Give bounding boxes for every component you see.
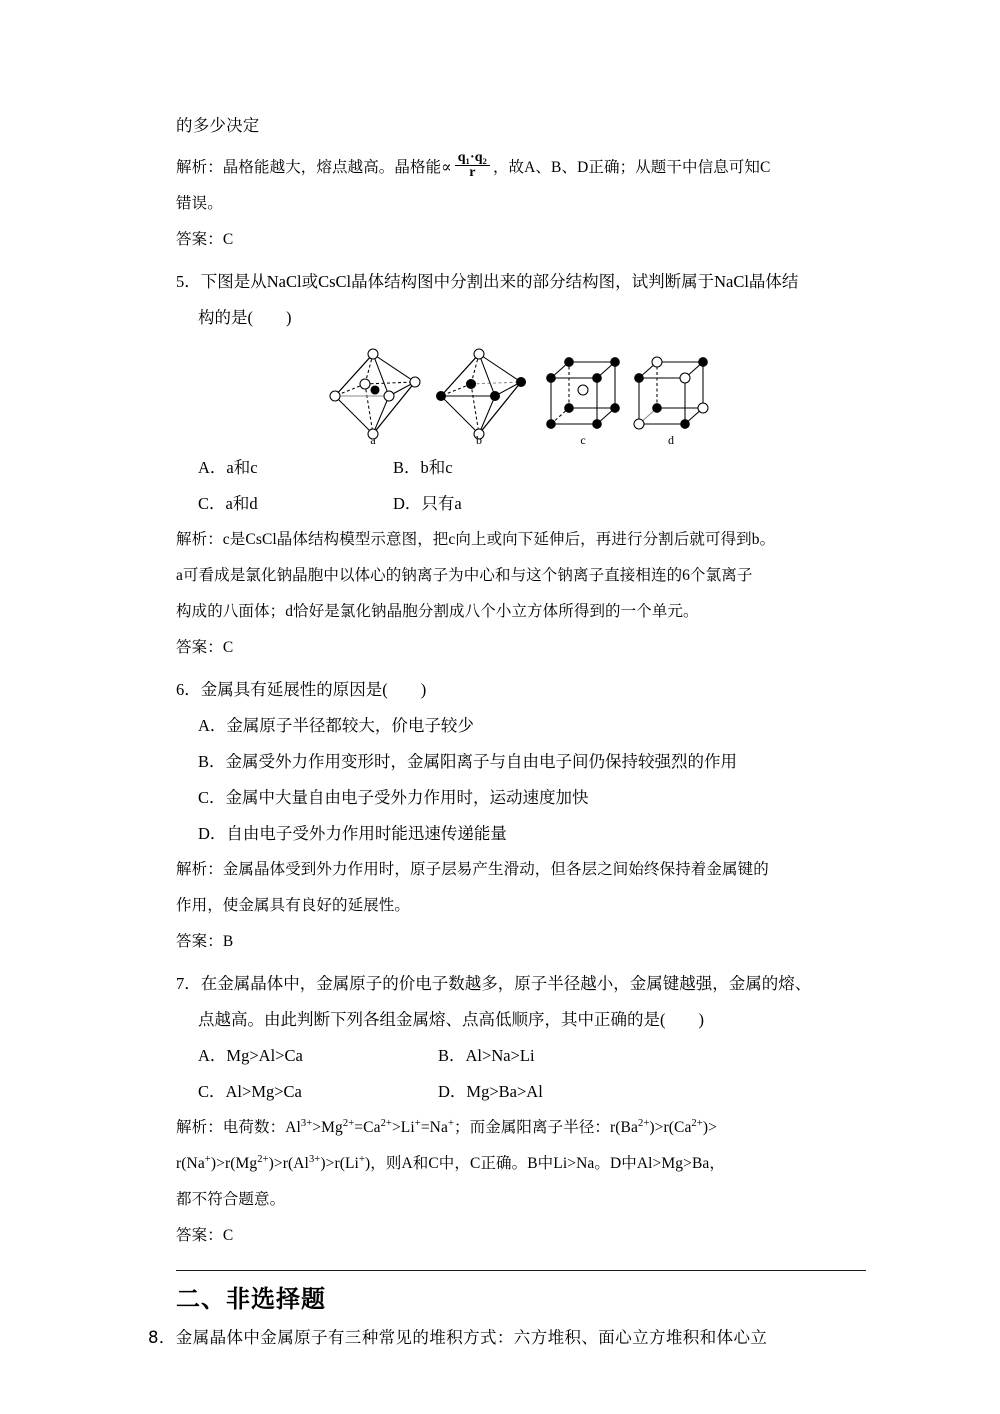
q5-option-a [198, 450, 393, 486]
q7-option-d-label: D． [438, 1082, 467, 1101]
q7-answer [176, 1218, 866, 1254]
q6-option-d-text: 自由电子受外力作用时能迅速传递能量 [226, 824, 507, 843]
q5-answer-label: 答案： [176, 639, 223, 656]
q7-option-a [198, 1038, 438, 1074]
section2-heading: 二、非选择题 [176, 1285, 326, 1313]
q6-answer-value: B [222, 933, 234, 950]
q7-option-row-2 [176, 1074, 866, 1110]
lattice-energy-fraction [455, 151, 490, 181]
section-divider [176, 1270, 866, 1271]
figure-caption-d: d [668, 433, 674, 447]
q5-option-row-1 [176, 450, 866, 486]
q6-solution-line1: 解析：金属晶体受到外力作用时，原子层易产生滑动，但各层之间始终保持着金属键的 [176, 861, 769, 878]
q4-solution-prefix: 解析：晶格能越大，熔点越高。晶格能∝ [176, 159, 452, 176]
q5-option-a-text: a和c [226, 458, 258, 477]
q6-stem: 6．金属具有延展性的原因是( ) [176, 680, 427, 699]
q5-option-d [393, 486, 866, 522]
q5-option-a-label: A． [198, 458, 227, 477]
q6-option-c-label: C． [198, 788, 226, 807]
q6-option-a-label: A． [198, 716, 227, 735]
q7-option-d-text: Mg>Ba>Al [466, 1082, 543, 1101]
q6-option-b-text: 金属受外力作用变形时，金属阳离子与自由电子间仍保持较强烈的作用 [225, 752, 738, 771]
q5-stem-line2: 构的是( ) [198, 308, 292, 327]
diagram-d [634, 357, 708, 429]
q6-option-b [176, 744, 866, 780]
q7-option-c [198, 1074, 438, 1110]
q7-option-c-text: Al>Mg>Ca [225, 1082, 302, 1101]
q5-option-d-text: 只有a [421, 494, 462, 513]
q6-option-d-label: D． [198, 824, 227, 843]
q5-solution-line1: 解析：c是CsCl晶体结构模型示意图，把c向上或向下延伸后，再进行分割后就可得到b。 [176, 531, 776, 548]
q5-option-c-text: a和d [225, 494, 258, 513]
q4-answer [176, 222, 866, 258]
q5-option-b-text: b和c [420, 458, 453, 477]
q6-answer [176, 924, 866, 960]
q7-solution-line3: 都不符合题意。 [176, 1191, 286, 1208]
q5-solution-line3: 构成的八面体；d恰好是氯化钠晶胞分割成八个小立方体所得到的一个单元。 [176, 603, 699, 620]
crystal-figure-svg [321, 344, 721, 448]
carryover-text: 的多少决定 [176, 116, 260, 135]
figure-caption-b: b [476, 433, 482, 447]
q5-option-d-label: D． [393, 494, 422, 513]
q7-option-a-label: A． [198, 1046, 227, 1065]
q6-answer-label: 答案： [176, 933, 223, 950]
fraction-denominator: r [469, 165, 476, 181]
q7-option-b [438, 1038, 866, 1074]
q6-option-d [176, 816, 866, 852]
diagram-c [547, 358, 620, 429]
q7-option-c-label: C． [198, 1082, 226, 1101]
figure-caption-a: a [370, 433, 376, 447]
q5-stem-line1: 5．下图是从NaCl或CsCl晶体结构图中分割出来的部分结构图，试判断属于NaCl晶体结 [176, 272, 799, 291]
q4-solution-line2: 错误。 [176, 195, 223, 212]
q4-solution-suffix: ，故A、B、D正确；从题干中信息可知C [492, 159, 771, 176]
q8-stem: 8．金属晶体中金属原子有三种常见的堆积方式：六方堆积、面心立方堆积和体心立 [148, 1328, 768, 1347]
q7-solution-line2: $r(Na^+)>r(Mg^{2+})>r(Al^{3+})>r(Li^+)$，则A和C中，C正确。B中Li>Na。D中Al>Mg>Ba， [176, 1153, 725, 1172]
crystal-structure-figure [176, 344, 866, 448]
figure-caption-c: c [580, 433, 586, 447]
q6-option-c-text: 金属中大量自由电子受外力作用时，运动速度加快 [225, 788, 589, 807]
diagram-a [330, 349, 420, 439]
q5-option-b [393, 450, 866, 486]
q5-option-c [198, 486, 393, 522]
q5-option-row-2 [176, 486, 866, 522]
q7-option-a-text: Mg>Al>Ca [226, 1046, 303, 1065]
q6-option-a [176, 708, 866, 744]
diagram-b [437, 349, 526, 439]
q6-option-b-label: B． [198, 752, 226, 771]
page-content [148, 108, 866, 1355]
q7-option-b-text: Al>Na>Li [465, 1046, 535, 1065]
q7-option-d [438, 1074, 866, 1110]
q5-option-b-label: B． [393, 458, 421, 477]
q7-answer-label: 答案： [176, 1227, 223, 1244]
q6-option-c [176, 780, 866, 816]
q4-answer-value: C [222, 231, 234, 248]
q5-answer-value: C [222, 639, 234, 656]
q6-solution-line2: 作用，使金属具有良好的延展性。 [176, 897, 411, 914]
q5-option-c-label: C． [198, 494, 226, 513]
q7-stem-line2: 点越高。由此判断下列各组金属熔、点高低顺序，其中正确的是( ) [198, 1010, 704, 1029]
q7-option-b-label: B． [438, 1046, 466, 1065]
q7-option-row-1 [176, 1038, 866, 1074]
q7-stem-line1: 7．在金属晶体中，金属原子的价电子数越多，原子半径越小，金属键越强，金属的熔、 [176, 974, 812, 993]
q7-solution-line1: 解析：电荷数：$Al^{3+}>Mg^{2+}=Ca^{2+}>Li^+=Na^+$；而金属阳离子半径：$r(Ba^{2+})>r(Ca^{2+})>$ [176, 1117, 717, 1136]
q6-option-a-text: 金属原子半径都较大，价电子较少 [226, 716, 474, 735]
fraction-numerator: q₁·q₂ [455, 151, 490, 167]
q7-answer-value: C [222, 1227, 234, 1244]
q5-solution-line2: a可看成是氯化钠晶胞中以体心的钠离子为中心和与这个钠离子直接相连的6个氯离子 [176, 567, 753, 584]
q5-answer [176, 630, 866, 666]
q4-answer-label: 答案： [176, 231, 223, 248]
q4-solution-line1 [176, 150, 866, 186]
